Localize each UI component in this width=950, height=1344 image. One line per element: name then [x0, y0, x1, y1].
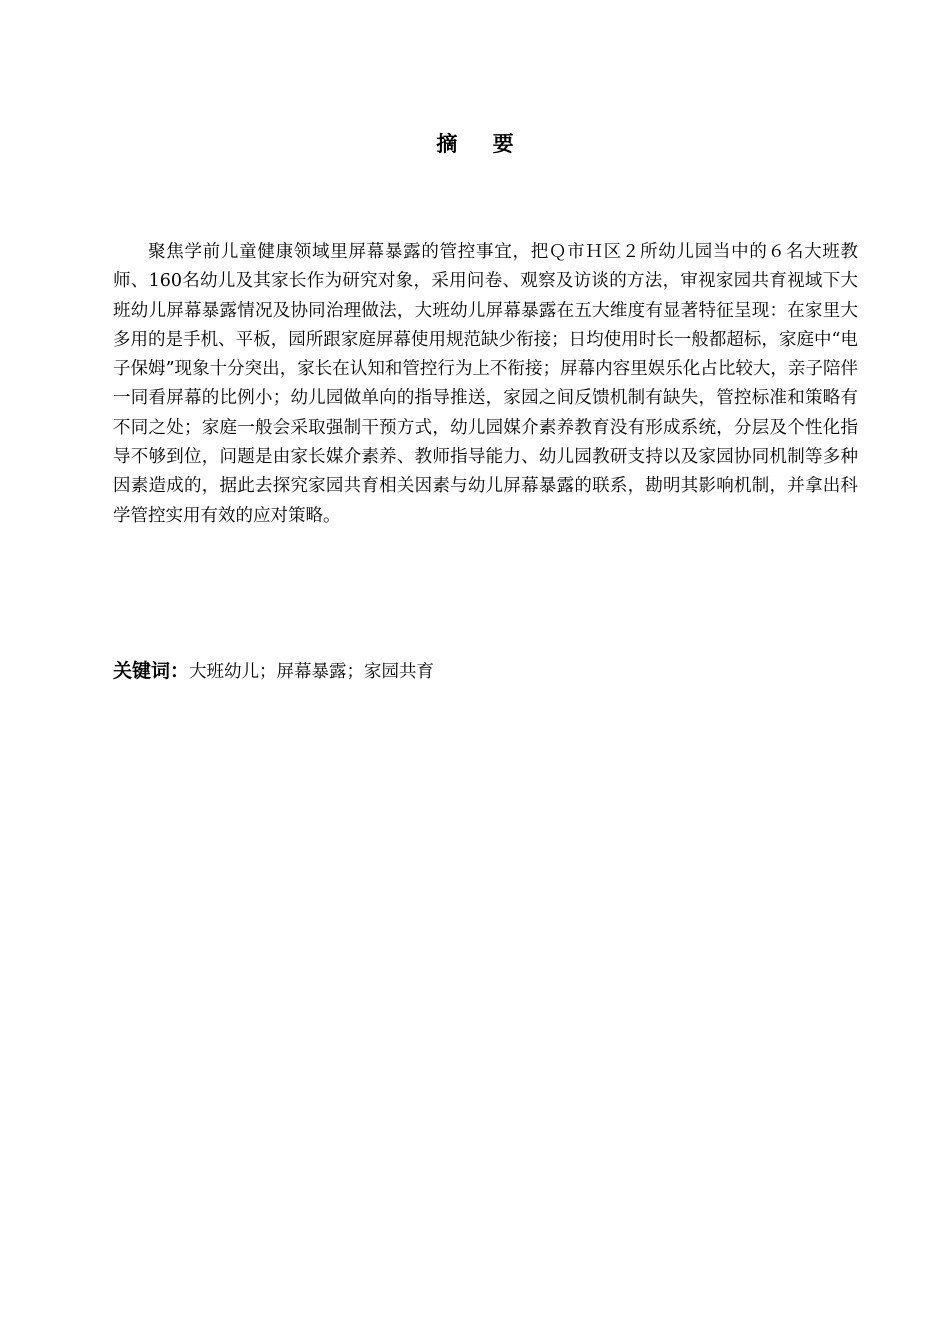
- abstract-body: 聚焦学前儿童健康领域里屏幕暴露的管控事宜，把Ｑ市Ｈ区２所幼儿园当中的６名大班教师、160名幼儿及其家长作为研究对象，采用问卷、观察及访谈的方法，审视家园共育视域下大班幼儿屏幕暴露情况及协同治理做法，大班幼儿屏幕暴露在五大维度有显著特征呈现：在家里大多用的是手机、平板，园所跟家庭屏幕使用规范缺少衔接；日均使用时长一般都超标，家庭中“电子保姆”现象十分突出，家长在认知和管控行为上不衔接；屏幕内容里娱乐化占比较大，亲子陪伴一同看屏幕的比例小；幼儿园做单向的指导推送，家园之间反馈机制有缺失，管控标准和策略有不同之处；家庭一般会采取强制干预方式，幼儿园媒介素养教育没有形成系统，分层及个性化指导不够到位，问题是由家长媒介素养、教师指导能力、幼儿园教研支持以及家园协同机制等多种因素造成的，据此去探究家园共育相关因素与幼儿屏幕暴露的联系，勘明其影响机制，并拿出科学管控实用有效的应对策略。: [113, 242, 858, 526]
- abstract-title: 摘 要: [436, 132, 528, 156]
- keywords-label: 关键词：: [113, 660, 190, 682]
- keywords-line: [113, 657, 858, 687]
- keywords-value: 大班幼儿；屏幕暴露；家园共育: [189, 662, 435, 682]
